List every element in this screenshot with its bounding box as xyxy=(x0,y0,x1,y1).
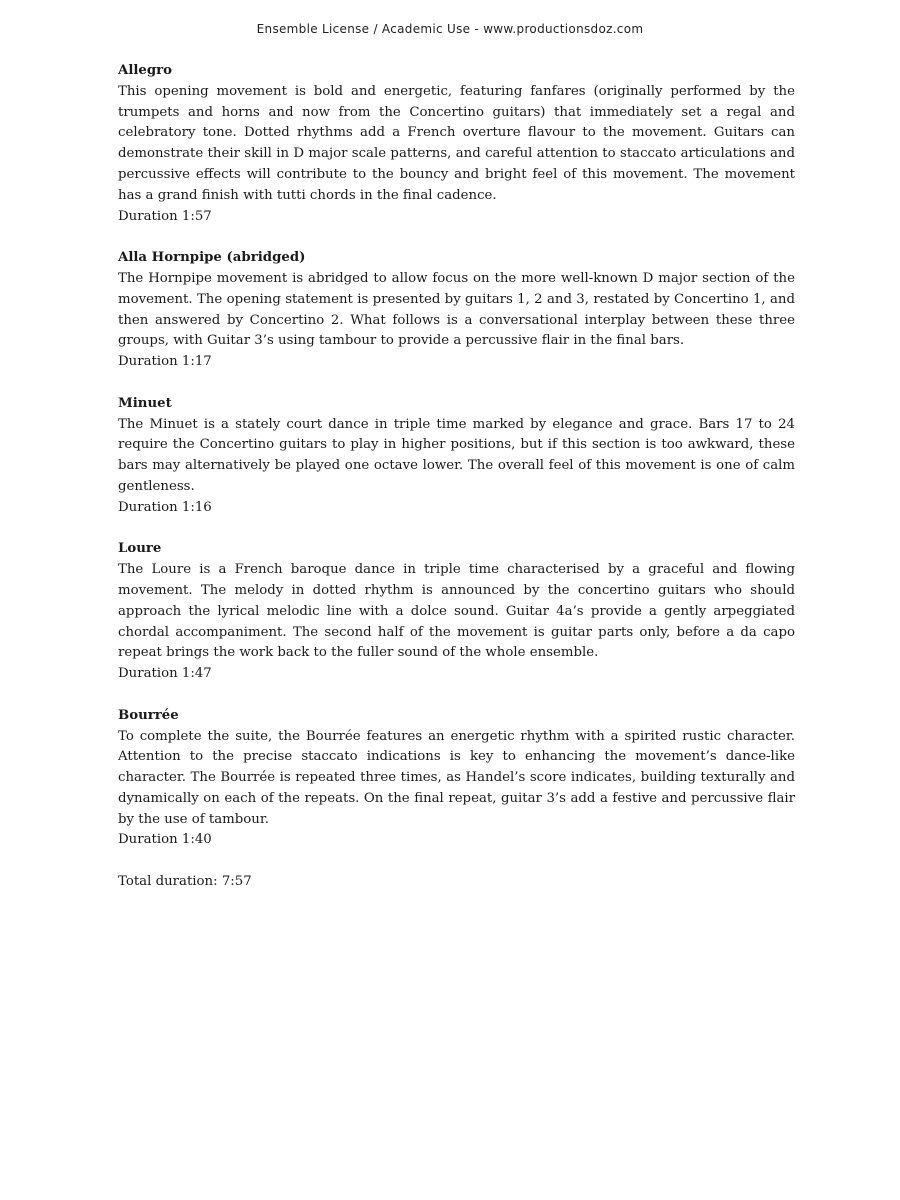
section-duration: Duration 1:47 xyxy=(118,666,212,682)
section-duration: Duration 1:40 xyxy=(118,832,212,848)
total-duration: Total duration: 7:57 xyxy=(118,874,252,890)
section-title: Minuet xyxy=(118,395,172,411)
section-body: The Loure is a French baroque dance in triple time characterised by a graceful and flowing movement. The melody in dotted rhythm is announced by the concertino guitars who should approach the lyrical melodic line with a dolce sound. Guitar 4a’s provide a gently arpeggiated chordal accompaniment. The second half of the movement is guitar parts only, before a da capo repeat brings the work back to the fuller sound of the whole ensemble. xyxy=(118,562,795,661)
section-title: Allegro xyxy=(118,63,173,78)
section-duration: Duration 1:57 xyxy=(118,208,212,224)
section-body: The Minuet is a stately court dance in triple time marked by elegance and grace. Bars 17 to 24 require the Concertino guitars to play in higher positions, but if this section is too awkward, these bars may alternatively be played one octave lower. The overall feel of this movement is one of calm gentleness. xyxy=(118,416,795,494)
section-body: To complete the suite, the Bourrée features an energetic rhythm with a spirited rustic character. Attention to the precise staccato indications is key to enhancing the movement’s dance-like character. The Bourrée is repeated three times, as Handel’s score indicates, building texturally and dynamically on each of the repeats. On the final repeat, guitar 3’s add a festive and percussive flair by the use of tambour. xyxy=(118,728,795,827)
section-title: Alla Hornpipe (abridged) xyxy=(118,250,306,266)
section-body: This opening movement is bold and energetic, featuring fanfares (originally performed by the trumpets and horns and now from the Concertino guitars) that immediately set a regal and celebratory tone. Dotted rhythms add a French overture flavour to the movement. Guitars can demonstrate their skill in D major scale patterns, and careful attention to staccato articulations and percussive effects will contribute to the bouncy and bright feel of this movement. The movement has a grand finish with tutti chords in the final cadence. xyxy=(118,83,795,203)
section-body: The Hornpipe movement is abridged to allow focus on the more well-known D major section of the movement. The opening statement is presented by guitars 1, 2 and 3, restated by Concertino 1, and then answered by Concertino 2. What follows is a conversational interplay between these three groups, with Guitar 3’s using tambour to provide a percussive flair in the final bars. xyxy=(118,270,795,349)
section-duration: Duration 1:17 xyxy=(118,354,212,370)
section-allegro xyxy=(118,61,795,227)
section-minuet xyxy=(118,394,795,519)
section-title: Bourrée xyxy=(118,707,179,723)
section-alla-hornpipe xyxy=(118,248,795,373)
program-notes xyxy=(118,61,795,893)
page-header: Ensemble License / Academic Use - www.productionsdoz.com xyxy=(256,22,644,36)
section-duration: Duration 1:16 xyxy=(118,499,212,515)
section-title: Loure xyxy=(118,541,162,557)
section-bourree xyxy=(118,706,795,852)
section-loure xyxy=(118,539,795,685)
